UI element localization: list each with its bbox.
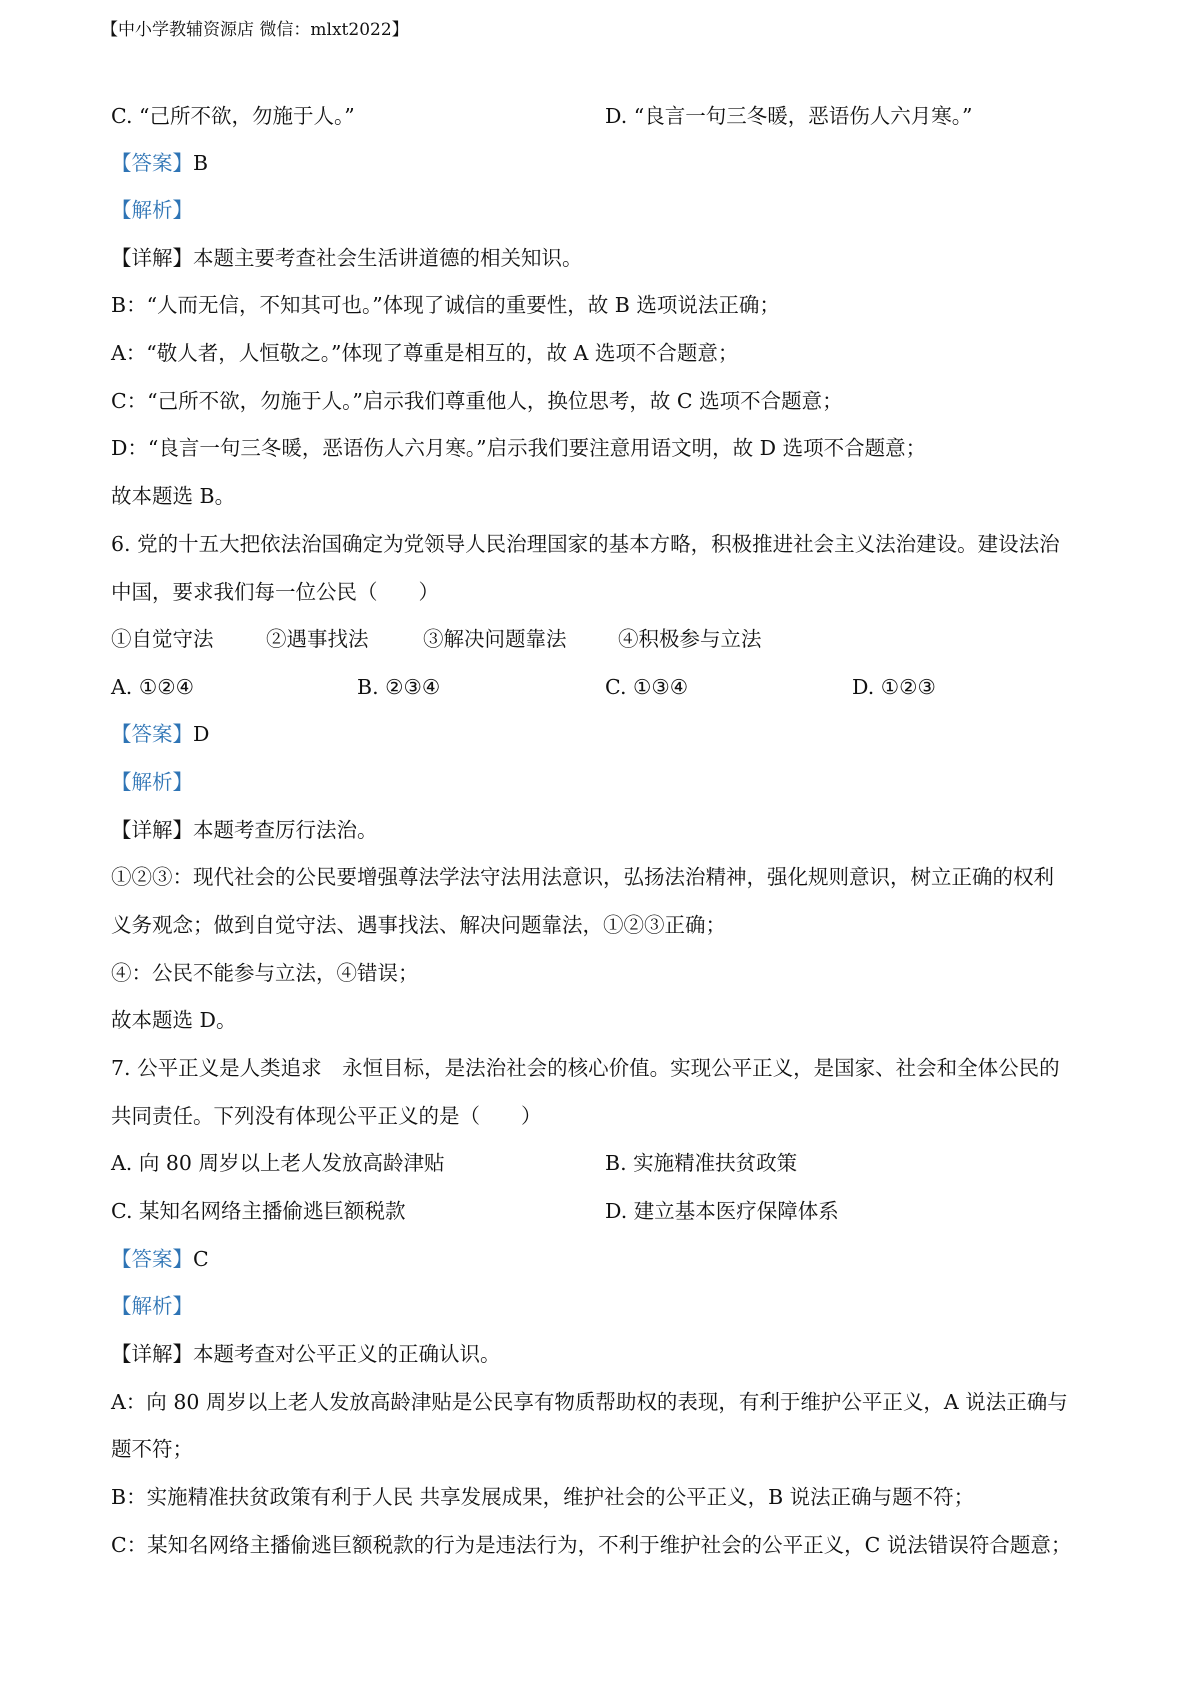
q6-item: ④积极参与立法 <box>618 627 762 651</box>
q5-detail-line: A：“敬人者，人恒敬之。”体现了尊重是相互的，故 A 选项不合题意； <box>111 341 739 365</box>
q6-detail-line: 义务观念；做到自觉守法、遇事找法、解决问题靠法，①②③正确； <box>111 913 726 937</box>
q7-answer-value: C <box>193 1247 209 1271</box>
q5-detail-line: 【详解】本题主要考查社会生活讲道德的相关知识。 <box>111 246 583 270</box>
q5-option-c: C. “己所不欲，勿施于人。” <box>111 104 355 128</box>
q6-analysis-tag: 【解析】 <box>111 770 193 794</box>
q6-detail-line: ④：公民不能参与立法，④错误； <box>111 961 419 985</box>
q6-detail-line: ①②③：现代社会的公民要增强尊法学法守法用法意识，弘扬法治精神，强化规则意识，树立正确的权利 <box>111 865 1054 889</box>
q7-detail-line: 题不符； <box>111 1437 193 1461</box>
q6-option-d: D. ①②③ <box>852 675 936 699</box>
q7-detail-line: C：某知名网络主播偷逃巨额税款的行为是违法行为，不利于维护社会的公平正义，C 说法错误符合题意； <box>111 1533 1072 1557</box>
q7-option-a: A. 向 80 周岁以上老人发放高龄津贴 <box>111 1151 445 1175</box>
q7-detail-line: B：实施精准扶贫政策有利于人民 共享发展成果，维护社会的公平正义，B 说法正确与题不符； <box>111 1485 975 1509</box>
q6-option-c: C. ①③④ <box>605 675 689 699</box>
q7-analysis-tag: 【解析】 <box>111 1294 193 1318</box>
q7-stem-line1: 7. 公平正义是人类追求 永恒目标，是法治社会的核心价值。实现公平正义，是国家、社会和全体公民的 <box>111 1056 1060 1080</box>
q5-detail-line: C：“己所不欲，勿施于人。”启示我们尊重他人，换位思考，故 C 选项不合题意； <box>111 389 843 413</box>
q5-option-d: D. “良言一句三冬暖，恶语伤人六月寒。” <box>605 104 973 128</box>
q6-answer-tag: 【答案】 <box>111 722 193 746</box>
q6-detail-line: 【详解】本题考查厉行法治。 <box>111 818 378 842</box>
q5-detail-line: 故本题选 B。 <box>111 484 236 508</box>
q6-item: ②遇事找法 <box>266 627 369 651</box>
q6-stem-line1: 6. 党的十五大把依法治国确定为党领导人民治理国家的基本方略，积极推进社会主义法治建设。建设法治 <box>111 532 1060 556</box>
q6-item: ①自觉守法 <box>111 627 214 651</box>
q6-option-b: B. ②③④ <box>357 675 441 699</box>
q5-detail-line: D：“良言一句三冬暖，恶语伤人六月寒。”启示我们要注意用语文明，故 D 选项不合题意； <box>111 436 927 460</box>
q7-stem-line2: 共同责任。下列没有体现公平正义的是（ ） <box>111 1104 542 1128</box>
q5-answer-value: B <box>193 151 209 175</box>
q7-detail-line: A：向 80 周岁以上老人发放高龄津贴是公民享有物质帮助权的表现，有利于维护公平正义，A 说法正确与 <box>111 1390 1068 1414</box>
q5-answer <box>111 149 208 177</box>
q7-option-d: D. 建立基本医疗保障体系 <box>605 1199 839 1223</box>
q7-answer <box>111 1245 209 1273</box>
q7-detail-line: 【详解】本题考查对公平正义的正确认识。 <box>111 1342 501 1366</box>
page-header: 【中小学教辅资源店 微信：mlxt2022】 <box>101 20 409 40</box>
q7-option-c: C. 某知名网络主播偷逃巨额税款 <box>111 1199 406 1223</box>
q6-stem-line2: 中国，要求我们每一位公民（ ） <box>111 580 439 604</box>
q6-answer <box>111 720 209 748</box>
q5-answer-tag: 【答案】 <box>111 151 193 175</box>
q6-option-a: A. ①②④ <box>111 675 194 699</box>
q6-answer-value: D <box>193 722 210 746</box>
q7-answer-tag: 【答案】 <box>111 1247 193 1271</box>
q6-detail-line: 故本题选 D。 <box>111 1008 237 1032</box>
q5-analysis-tag: 【解析】 <box>111 198 193 222</box>
q6-item: ③解决问题靠法 <box>423 627 567 651</box>
q5-detail-line: B：“人而无信，不知其可也。”体现了诚信的重要性，故 B 选项说法正确； <box>111 293 780 317</box>
q7-option-b: B. 实施精准扶贫政策 <box>605 1151 798 1175</box>
